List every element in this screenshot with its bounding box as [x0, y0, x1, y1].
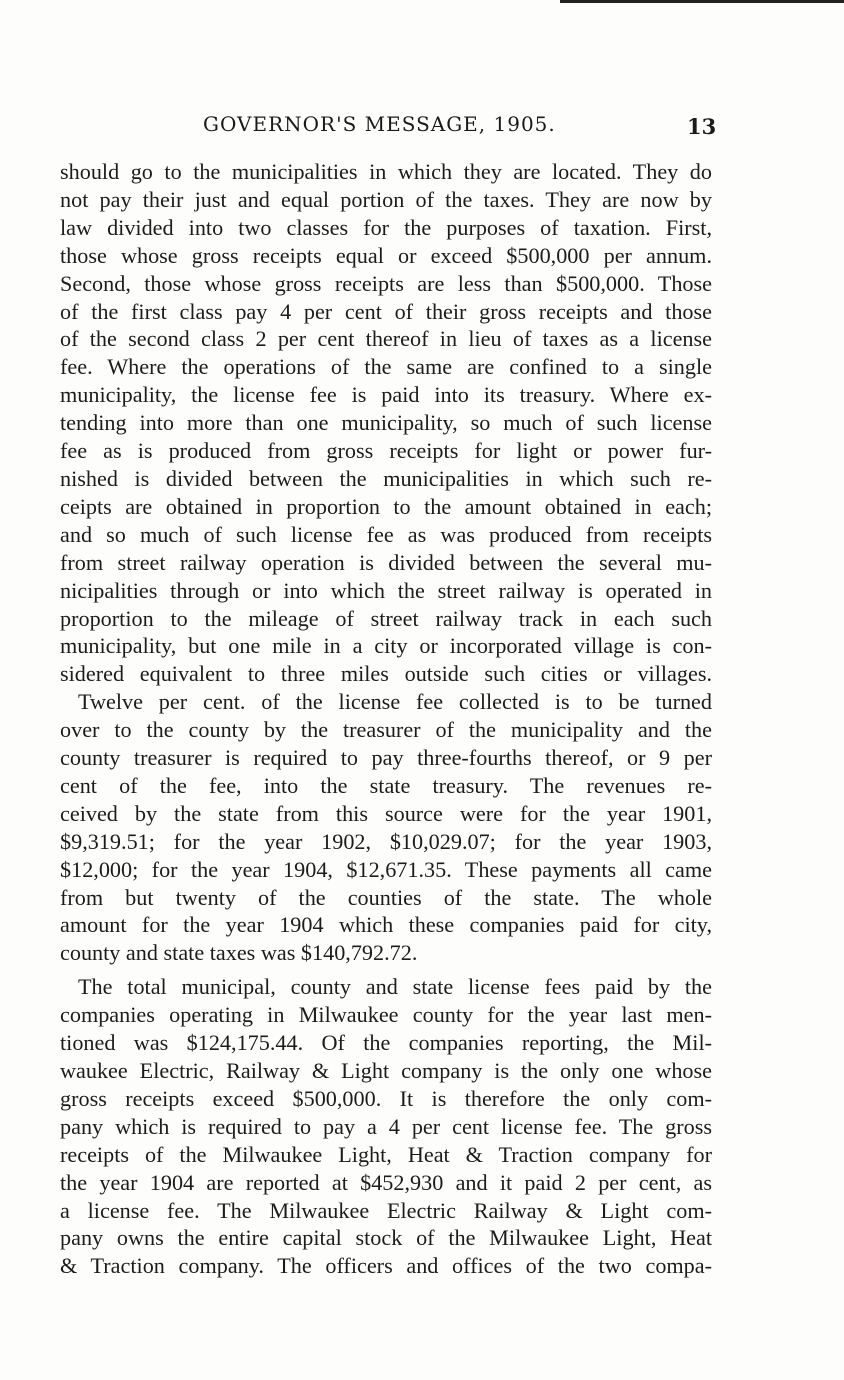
body-text — [60, 158, 712, 1280]
text-line: of the first class pay 4 per cent of their gross receipts and those — [60, 298, 712, 324]
text-line: from street railway operation is divided between the several mu- — [60, 549, 712, 575]
text-line: & Traction company. The officers and offices of the two compa- — [60, 1253, 712, 1279]
text-line: amount for the year 1904 which these companies paid for city, — [60, 912, 712, 938]
text-line: The total municipal, county and state license fees paid by the — [78, 974, 712, 1000]
text-line: ceived by the state from this source were for the year 1901, — [60, 800, 712, 826]
text-line: tioned was $124,175.44. Of the companies reporting, the Mil- — [60, 1030, 712, 1056]
paragraph-3 — [60, 973, 712, 1280]
text-line: sidered equivalent to three miles outside such cities or villages. — [60, 661, 712, 687]
paragraph-2 — [60, 688, 712, 967]
text-line: county and state taxes was $140,792.72. — [60, 940, 418, 966]
text-line: municipality, the license fee is paid into its treasury. Where ex- — [60, 382, 712, 408]
text-line: law divided into two classes for the purposes of taxation. First, — [60, 214, 712, 240]
text-line: those whose gross receipts equal or exceed $500,000 per annum. — [60, 242, 712, 268]
page-number: 13 — [687, 114, 717, 139]
text-line: over to the county by the treasurer of the municipality and the — [60, 717, 712, 743]
text-line: gross receipts exceed $500,000. It is therefore the only com- — [60, 1085, 712, 1111]
text-line: receipts of the Milwaukee Light, Heat & Traction company for — [60, 1141, 712, 1167]
text-line: municipality, but one mile in a city or incorporated village is con- — [60, 633, 712, 659]
text-line: waukee Electric, Railway & Light company is the only one whose — [60, 1058, 712, 1083]
text-line: Second, those whose gross receipts are less than $500,000. Those — [60, 270, 712, 296]
text-line: should go to the municipalities in which they are located. They do — [60, 159, 712, 184]
top-edge-rule — [560, 0, 844, 3]
text-line: tending into more than one municipality, so much of such license — [60, 410, 712, 436]
text-line: companies operating in Milwaukee county for the year last men- — [60, 1002, 712, 1028]
text-line: from but twenty of the counties of the state. The whole — [60, 884, 712, 910]
text-line: nished is divided between the municipalities in which such re- — [60, 465, 712, 491]
text-line: fee. Where the operations of the same are confined to a single — [60, 354, 712, 380]
text-line: of the second class 2 per cent thereof in lieu of taxes as a license — [60, 326, 712, 352]
text-line: $9,319.51; for the year 1902, $10,029.07; for the year 1903, — [60, 828, 712, 854]
text-line: proportion to the mileage of street railway track in each such — [60, 605, 712, 631]
text-line: not pay their just and equal portion of the taxes. They are now by — [60, 186, 712, 212]
text-line: pany which is required to pay a 4 per cent license fee. The gross — [60, 1113, 712, 1139]
text-line: nicipalities through or into which the street railway is operated in — [60, 577, 712, 603]
text-line: cent of the fee, into the state treasury. The revenues re- — [60, 772, 712, 798]
paragraph-1 — [60, 158, 712, 688]
text-line: Twelve per cent. of the license fee collected is to be turned — [78, 689, 712, 715]
text-line: the year 1904 are reported at $452,930 and it paid 2 per cent, as — [60, 1169, 712, 1195]
page-header — [0, 112, 844, 144]
text-line: and so much of such license fee as was produced from receipts — [60, 521, 712, 547]
text-line: fee as is produced from gross receipts for light or power fur- — [60, 438, 712, 464]
text-line: ceipts are obtained in proportion to the amount obtained in each; — [60, 493, 712, 519]
text-line: a license fee. The Milwaukee Electric Railway & Light com- — [60, 1197, 712, 1223]
text-line: county treasurer is required to pay three-fourths thereof, or 9 per — [60, 745, 712, 771]
running-title: GOVERNOR'S MESSAGE, 1905. — [203, 112, 556, 136]
text-line: pany owns the entire capital stock of the Milwaukee Light, Heat — [60, 1225, 712, 1251]
text-line: $12,000; for the year 1904, $12,671.35. These payments all came — [60, 856, 712, 882]
